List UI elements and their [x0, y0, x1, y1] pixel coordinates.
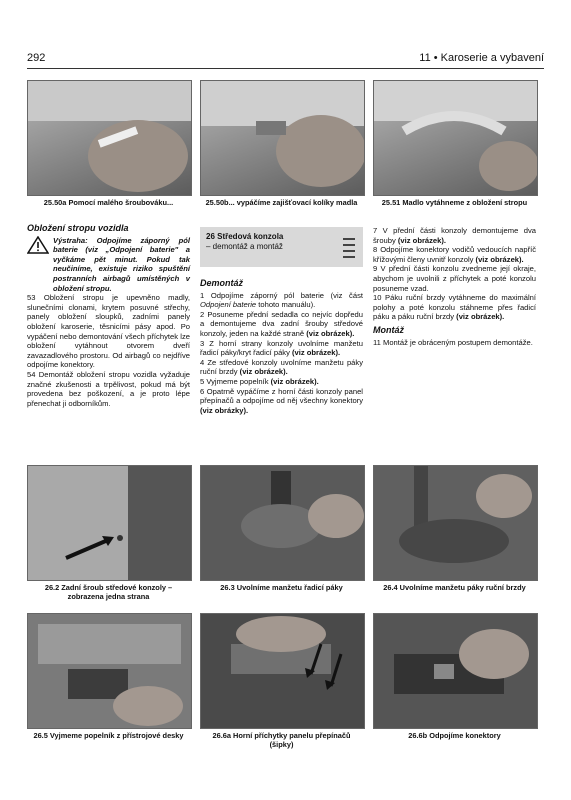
right-column	[373, 226, 536, 347]
paragraph-1	[200, 291, 363, 310]
middle-column	[200, 275, 363, 415]
photo-25-50a	[27, 80, 192, 196]
caption-25-51: 25.51 Madlo vytáhneme z obložení stropu	[381, 198, 528, 207]
paragraph-11: 11 Montáž je obráceným postupem demontáže.	[373, 337, 533, 347]
paragraph-2	[200, 310, 363, 339]
paragraph-53: 53 Obložení stropu je upevněno madly, slunečními clonami, krytem posuvné střechy, panely obložení sloupků, zadními panely obložení karoserie, těsnicími pásy apod. Po vypáčení nebo demontování všech příchytek lze obložení vytáhnout otvorem dveří zavazadlového prostoru. Od airbagů co nejdříve odpojíme konektory.	[27, 293, 190, 370]
paragraph-8	[373, 245, 536, 264]
p10-text: 10 Páku ruční brzdy vytáhneme do maximální polohy a poté konzolu stáhneme přes řadicí páku a páku ruční brzdy	[373, 293, 536, 322]
paragraph-4	[200, 358, 363, 377]
caption-25-50b: 25.50b... vypáčíme zajišťovací kolíky madla	[205, 198, 358, 207]
p7-ref: (viz obrázek).	[397, 235, 447, 245]
caption-26-3: 26.3 Uvolníme manžetu řadicí páky	[220, 583, 343, 592]
paragraph-54: 54 Demontáž obložení stropu vozidla vyžaduje značné zkušenosti a trpělivost, pokud má být provedena bez poškození, a je proto lépe přenechat ji odborníkům.	[27, 369, 190, 408]
paragraph-10	[373, 293, 536, 322]
paragraph-6	[200, 387, 363, 416]
paragraph-5	[200, 377, 363, 387]
p6-text: 6 Opatrně vypáčíme z horní části konzoly panel přepínačů a odpojíme od něj všechny konektory	[200, 386, 363, 406]
chapter-title: 11 • Karoserie a vybavení	[419, 52, 544, 64]
subhead-refitting: Montáž	[373, 324, 404, 335]
caption-26-4: 26.4 Uvolníme manžetu páky ruční brzdy	[383, 583, 526, 592]
section-box-sub: – demontáž a montáž	[206, 242, 283, 251]
p2-text: 2 Posuneme přední sedadla co nejvíc dopředu a demontujeme dva zadní šrouby středové konzoly, jeden na každé straně	[200, 309, 363, 338]
photo-26-3	[200, 465, 365, 581]
warning-block	[27, 236, 190, 294]
section-title-headlining: Obložení stropu vozidla	[27, 223, 129, 233]
p1-italic: Odpojení baterie	[200, 300, 257, 310]
caption-26-6b: 26.6b Odpojíme konektory	[408, 731, 501, 740]
p10-ref: (viz obrázek).	[456, 312, 505, 322]
page-number: 292	[27, 52, 46, 64]
paragraph-9: 9 V přední části konzolu zvedneme její okraje, abychom je uvolnili z příchytek a poté konzolu posuneme vzad.	[373, 264, 536, 293]
p1-text: 1 Odpojíme záporný pól baterie (viz část	[200, 290, 363, 300]
p6-ref: (viz obrázky).	[200, 405, 249, 415]
warning-icon	[27, 236, 49, 254]
photo-26-5	[27, 613, 192, 729]
section-box-label: 26 Středová konzola	[206, 232, 284, 241]
photo-26-6b	[373, 613, 538, 729]
p8-ref: (viz obrázek).	[475, 254, 524, 264]
paragraph-3	[200, 339, 363, 358]
paragraph-7	[373, 226, 536, 245]
p5-ref: (viz obrázek).	[270, 376, 319, 386]
p3-text: 3 Z horní strany konzoly uvolníme manžetu řadicí páky/kryt řadicí páky	[200, 338, 363, 358]
page-header	[27, 52, 544, 66]
p8-text: 8 Odpojíme konektory vodičů vedoucích napříč křížovými členy uvnitř konzoly	[373, 245, 536, 264]
header-rule	[27, 68, 544, 69]
caption-26-2: 26.2 Zadní šroub středové konzoly – zobrazena jedna strana	[44, 583, 173, 601]
difficulty-tools-icon	[341, 235, 357, 259]
p3-ref: (viz obrázek).	[292, 348, 341, 358]
p5-text: 5 Vyjmeme popelník	[200, 376, 271, 386]
p2-ref: (viz obrázek).	[306, 328, 355, 338]
p7-text: 7 V přední části konzoly demontujeme dva šrouby	[373, 226, 536, 245]
caption-26-5: 26.5 Vyjmeme popelník z přístrojové desky	[33, 731, 184, 740]
photo-25-51	[373, 80, 538, 196]
p1-text-end: tohoto manuálu).	[256, 300, 316, 310]
photo-26-2	[27, 465, 192, 581]
photo-26-6a	[200, 613, 365, 729]
photo-25-50b	[200, 80, 365, 196]
p4-text: 4 Ze středové konzoly uvolníme manžetu páky ruční brzdy	[200, 357, 363, 377]
caption-25-50a: 25.50a Pomocí malého šroubováku...	[43, 198, 174, 207]
warning-text: Výstraha: Odpojíme záporný pól baterie (viz „Odpojení baterie" a vyčkáme pět minut. Pokud tak neučiníme, existuje riziko spuštění postranních airbagů umístěných v obložení stropu.	[53, 235, 190, 293]
caption-26-6a: 26.6a Horní příchytky panelu přepínačů (šipky)	[212, 731, 351, 749]
photo-26-4	[373, 465, 538, 581]
left-column	[27, 224, 190, 408]
section-box-26	[200, 227, 363, 267]
subhead-removal: Demontáž	[200, 278, 244, 288]
p4-ref: (viz obrázek).	[239, 367, 288, 377]
